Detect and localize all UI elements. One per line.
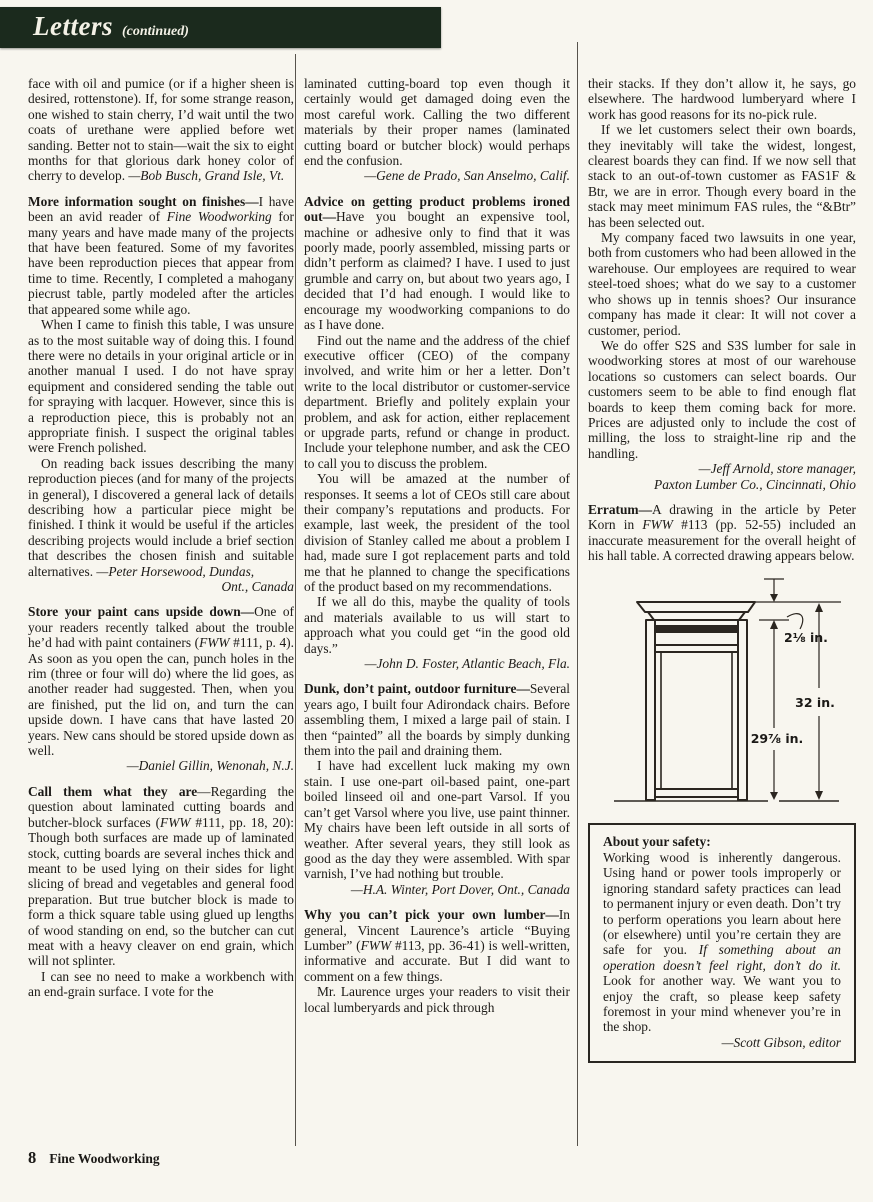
- text-column-3-paragraphs: [588, 76, 856, 564]
- dim-label-lower: 29⅞ in.: [750, 730, 804, 746]
- body-paragraph: We do offer S2S and S3S lumber for sale in woodworking stores at most of our warehouse locations so customers can select boards. Our customers seem to be able to find enough flat boards to keep them coming back for more. Prices are adjusted only to include the cost of milling, the loss to straight-line rip and the handling.: [588, 337, 856, 461]
- body-paragraph: face with oil and pumice (or if a higher sheen is desired, rottenstone). If, for some strange reason, one wished to stain cherry, I’d wait until the two coats of urethane were applied before wet sanding. Better not to stain—wait the six to eight months for that glorious dark honey color of cherry to develop. —Bob Busch, Grand Isle, Vt.: [28, 76, 294, 184]
- section-subtitle: (continued): [121, 24, 189, 39]
- letter-heading-paragraph: More information sought on finishes—I have been an avid reader of Fine Woodworking for many years and have made many of the projects that have been featured. Some of my favorites have been reproduction pieces that appear from time to time. Recently, I completed a mahogany piecrust table, partly modeled after the articles that appeared some while ago.: [28, 193, 295, 317]
- body-paragraph: If we let customers select their own boards, they inevitably will take the widest, longest, clearest boards they can find. If we now sell that stack to an out-of-town customer as FAS1F & Btr, we are in error. Though every board in the stack may meet minimum FAS rules, the “&Btr” has been selected out.: [588, 122, 856, 230]
- body-paragraph: laminated cutting-board top even though it certainly would get damaged doing even the most careful work. Calling the two different materials by their proper names (laminated cutting board or butcher block) would perhaps end the confusion.: [304, 76, 570, 169]
- letter-heading-paragraph: Dunk, don’t paint, outdoor furniture—Several years ago, I built four Adirondack chairs. Before assembling them, I mixed a large pail of stain. I then “painted” all the boards by simply dunking them into the pail and draining them.: [304, 681, 570, 759]
- section-title: Letters: [33, 11, 113, 41]
- letter-heading-paragraph: Erratum—A drawing in the article by Peter Korn in FWW #113 (pp. 52-55) included an inaccurate measurement for the overall height of his hall table. A corrected drawing appears below.: [588, 501, 856, 564]
- signature-line: —Gene de Prado, San Anselmo, Calif.: [364, 168, 570, 184]
- column-divider-left: [295, 54, 296, 1146]
- signature-line: —Jeff Arnold, store manager,: [698, 461, 856, 477]
- body-paragraph: their stacks. If they don’t allow it, he says, go elsewhere. The hardwood lumberyard where I work has good reasons for its no-pick rule.: [588, 76, 856, 122]
- letter-heading-paragraph: Advice on getting product problems ironed out—Have you bought an expensive tool, machine or adhesive only to find that it was poorly made, poorly assembled, missing parts or didn’t perform as claimed? I have. I used to just grumble and carry on, but about two years ago, I decided that I’d had enough. I would like to encourage my woodworking companions to do as I have done.: [304, 193, 570, 333]
- signature-line: Paxton Lumber Co., Cincinnati, Ohio: [654, 476, 856, 492]
- dimension-lines: [755, 579, 841, 792]
- dim-label-overall: 32 in.: [795, 694, 835, 710]
- letter-heading-paragraph: Call them what they are—Regarding the question about laminated cutting boards and butcher-block surfaces (FWW #111, pp. 18, 20): Though both surfaces are made up of laminated stock, cutting boards are several inches thick and meant to be used lying on their sides for light slicing of bread and vegetables and general food preparation. But true butcher block is made to form a thick square table using glued up lengths of wood standing on end, so the butcher can cut meat with a heavy cleaver on end grain, which will not splinter.: [28, 783, 294, 969]
- signature-line: —Daniel Gillin, Wenonah, N.J.: [126, 758, 294, 774]
- signature-line: —John D. Foster, Atlantic Beach, Fla.: [364, 656, 570, 672]
- signature-line: Ont., Canada: [221, 579, 294, 594]
- body-paragraph: Find out the name and the address of the chief executive officer (CEO) of the company involved, and write him or her a letter. Don’t write to the local distributor or customer-service department. Briefly and politely explain your problem, and ask for action, either replacement or upgrade parts, refund or change in product. Include your telephone number, and ask the CEO to call you to discuss the problem.: [304, 332, 570, 471]
- signature-line: —H.A. Winter, Port Dover, Ont., Canada: [350, 881, 570, 897]
- safety-notice-box: [588, 823, 856, 1064]
- section-banner: [0, 7, 441, 48]
- letter-heading-paragraph: Store your paint cans upside down—One of your readers recently talked about the trouble he’d had with paint containers (FWW #111, p. 4). As soon as you open the can, punch holes in the rim (three or four will do) where the lid goes, as another reader had suggested. Then, when you are finished, put the lid on, and turn the can upside down. I have cans that have lasted 20 years. New cans should be stored upside down as well.: [28, 604, 294, 759]
- body-paragraph: I have had excellent luck making my own stain. I use one-part oil-based paint, one-part boiled linseed oil and one-part Varsol. If you can’t get Varsol where you live, use paint thinner. My chairs have been left outside in all sorts of weather. After several years, they still look as good as the day they were assembled. With spar varnish, I’ve had nothing but trouble.: [304, 758, 570, 882]
- dim-label-apron: 2⅛ in.: [784, 629, 828, 645]
- text-column-3: [588, 76, 856, 1063]
- body-paragraph: You will be amazed at the number of responses. It seems a lot of CEOs still care about their company’s reputations and products. For example, last week, the president of the tool division of Stanley called me about a problem I had, made sure I got replacement parts and told me that he planned to change the specifications of the product based on my recommendations.: [304, 471, 570, 594]
- safety-title: About your safety:: [603, 833, 711, 849]
- hall-table-corrected-drawing: [588, 570, 856, 810]
- body-paragraph: When I came to finish this table, I was unsure as to the most suitable way of doing this. I found there were no details in your original article or in another manual I used. I do not have spray equipment and considered sending the table out for spraying with lacquer. However, since this is a reproduction piece, this is probably not an appropriate finish. I suspect the original tables were French polished.: [28, 317, 294, 456]
- body-paragraph: I can see no need to make a workbench with an end-grain surface. I vote for the: [28, 968, 294, 1000]
- body-paragraph: On reading back issues describing the many reproduction pieces (and for many of the projects in general), I discovered a general lack of details describing how a particular piece might be finished. I think it would be useful if the articles describing projects would include a brief section that describes the chosen finish and suitable alternatives. —Peter Horsewood, Dundas,: [28, 455, 294, 579]
- page-number: 8: [28, 1148, 37, 1167]
- hall-table-outline: [637, 602, 755, 800]
- letter-heading-paragraph: Why you can’t pick your own lumber—In general, Vincent Laurence’s article “Buying Lumber” (FWW #113, pp. 36-41) is well-written, informative and accurate. But I did want to comment on a few things.: [304, 907, 571, 984]
- body-paragraph: Mr. Laurence urges your readers to visit their local lumberyards and pick through: [304, 984, 570, 1015]
- page-footer: [28, 1148, 160, 1168]
- body-paragraph: If we all do this, maybe the quality of tools and materials available to us will start to approach what you could get “in the good old days.”: [304, 594, 570, 656]
- text-column-2: [304, 76, 570, 1015]
- safety-body: Working wood is inherently dangerous. Using hand or power tools improperly or ignoring standard safety practices can lead to permanent injury or even death. Don’t try to perform operations you learn about here (or elsewhere) until you’re certain they are safe for you. If something about an operation doesn’t feel right, don’t do it. Look for another way. We want you to enjoy the craft, so please keep safety foremost in your mind whenever you’re in the shop.: [603, 850, 841, 1035]
- column-divider-right: [577, 42, 578, 1146]
- magazine-name: Fine Woodworking: [49, 1151, 160, 1166]
- text-column-1: [28, 76, 294, 1000]
- safety-signature: —Scott Gibson, editor: [721, 1034, 841, 1050]
- body-paragraph: My company faced two lawsuits in one year, both from customers who had been allowed in the warehouse. Our employees are required to wear steel-toed shoes; what do we say to a customer who shows up in tennis shoes? Our insurance company has made it clear: It will not cover a customer, period.: [588, 230, 856, 338]
